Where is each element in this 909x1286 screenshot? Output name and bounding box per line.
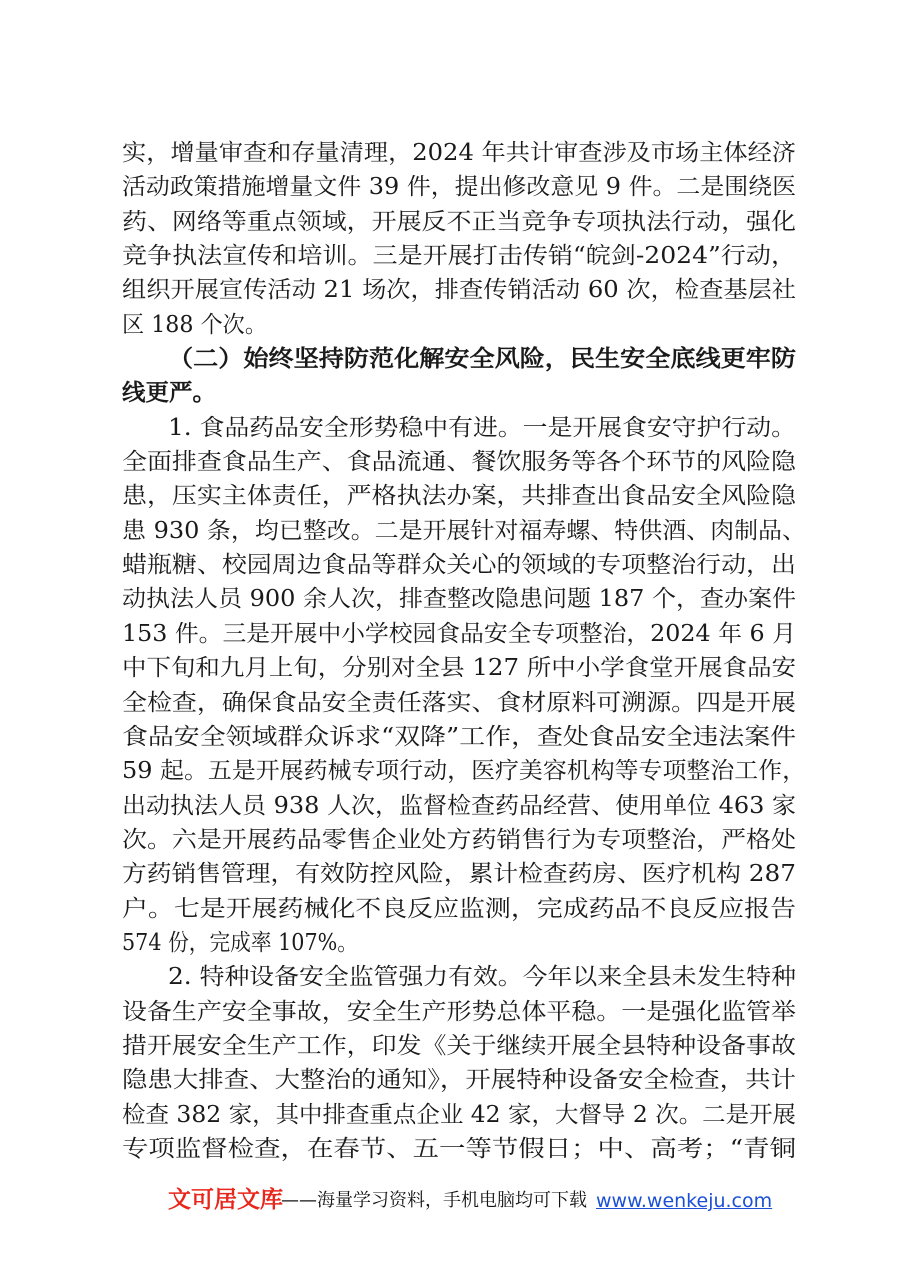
text-line — [0, 1132, 909, 1166]
text-line — [0, 617, 909, 651]
line-text: 户。七是开展药械化不良反应监测，完成药品不良反应报告 — [122, 896, 797, 922]
text-line — [0, 651, 909, 685]
line-text: 专项监督检查，在春节、五一等节假日；中、高考；“青铜 — [122, 1136, 797, 1162]
footer-slogan: ——海量学习资料，手机电脑均可下载 — [281, 1190, 587, 1211]
line-text: 活动政策措施增量文件 39 件，提出修改意见 9 件。二是围绕医 — [122, 174, 797, 200]
line-text: 患，压实主体责任，严格执法办案，共排查出食品安全风险隐 — [122, 483, 796, 509]
line-text: 方药销售管理，有效防控风险，累计检查药房、医疗机构 287 — [122, 861, 796, 887]
text-line — [0, 136, 909, 170]
line-text: 全检查，确保食品安全责任落实、食材原料可溯源。四是开展 — [122, 690, 796, 716]
text-line — [0, 720, 909, 754]
line-text: 574 份，完成率 107%。 — [122, 930, 359, 956]
line-text: 组织开展宣传活动 21 场次，排查传销活动 60 次，检查基层社 — [122, 277, 797, 303]
text-line — [0, 205, 909, 239]
line-text: 中下旬和九月上旬，分别对全县 127 所中小学食堂开展食品安 — [122, 655, 797, 681]
text-line — [0, 273, 909, 307]
text-line — [0, 308, 909, 342]
line-text: 动执法人员 900 余人次，排查整改隐患问题 187 个，查办案件 — [122, 586, 797, 612]
line-text: 实，增量审查和存量清理，2024 年共计审查涉及市场主体经济 — [122, 140, 796, 166]
section-heading-line — [0, 376, 909, 410]
line-text: 药、网络等重点领域，开展反不正当竞争专项执法行动，强化 — [122, 209, 796, 235]
text-line — [0, 926, 909, 960]
text-line — [0, 548, 909, 582]
text-line — [0, 686, 909, 720]
text-line — [0, 995, 909, 1029]
line-text: 措开展安全生产工作，印发《关于继续开展全县特种设备事故 — [122, 1033, 796, 1059]
text-line — [0, 514, 909, 548]
line-text: 设备生产安全事故，安全生产形势总体平稳。一是强化监管举 — [122, 999, 796, 1025]
footer-brand: 文可居文库 — [168, 1187, 283, 1213]
text-line — [0, 789, 909, 823]
line-text: 隐患大排查、大整治的通知》，开展特种设备安全检查，共计 — [122, 1067, 796, 1093]
section-heading-line — [0, 342, 909, 376]
line-text: 次。六是开展药品零售企业处方药销售行为专项整治，严格处 — [122, 827, 796, 853]
text-line — [0, 960, 909, 994]
line-text: 2. 特种设备安全监管强力有效。今年以来全县未发生特种 — [168, 964, 796, 990]
line-text: 检查 382 家，其中排查重点企业 42 家，大督导 2 次。二是开展 — [122, 1102, 797, 1128]
text-line — [0, 1063, 909, 1097]
section-heading-text: 线更严。 — [122, 379, 216, 406]
text-line — [0, 582, 909, 616]
line-text: 竞争执法宣传和培训。三是开展打击传销“皖剑-2024”行动， — [122, 243, 797, 269]
text-line — [0, 239, 909, 273]
line-text: 区 188 个次。 — [122, 312, 268, 338]
text-line — [0, 1098, 909, 1132]
line-text: 出动执法人员 938 人次，监督检查药品经营、使用单位 463 家 — [122, 793, 797, 819]
text-line — [0, 445, 909, 479]
line-text: 1. 食品药品安全形势稳中有进。一是开展食安守护行动。 — [168, 415, 796, 441]
line-text: 蜡瓶糖、校园周边食品等群众关心的领域的专项整治行动，出 — [122, 552, 796, 578]
footer-banner — [0, 1182, 909, 1218]
text-line — [0, 754, 909, 788]
text-line — [0, 170, 909, 204]
text-line — [0, 1029, 909, 1063]
line-text: 全面排查食品生产、食品流通、餐饮服务等各个环节的风险隐 — [122, 449, 796, 475]
line-text: 患 930 条，均已整改。二是开展针对福寿螺、特供酒、肉制品、 — [122, 518, 806, 544]
line-text: 59 起。五是开展药械专项行动，医疗美容机构等专项整治工作， — [122, 758, 807, 784]
text-line — [0, 479, 909, 513]
section-heading-text: （二）始终坚持防范化解安全风险，民生安全底线更牢防 — [168, 345, 797, 372]
text-line — [0, 892, 909, 926]
text-line — [0, 823, 909, 857]
line-text: 153 件。三是开展中小学校园食品安全专项整治，2024 年 6 月 — [122, 621, 796, 647]
text-line — [0, 857, 909, 891]
line-text: 食品安全领域群众诉求“双降”工作，查处食品安全违法案件 — [122, 724, 797, 750]
text-line — [0, 411, 909, 445]
footer-site-link[interactable]: www.wenkeju.com — [596, 1190, 773, 1212]
